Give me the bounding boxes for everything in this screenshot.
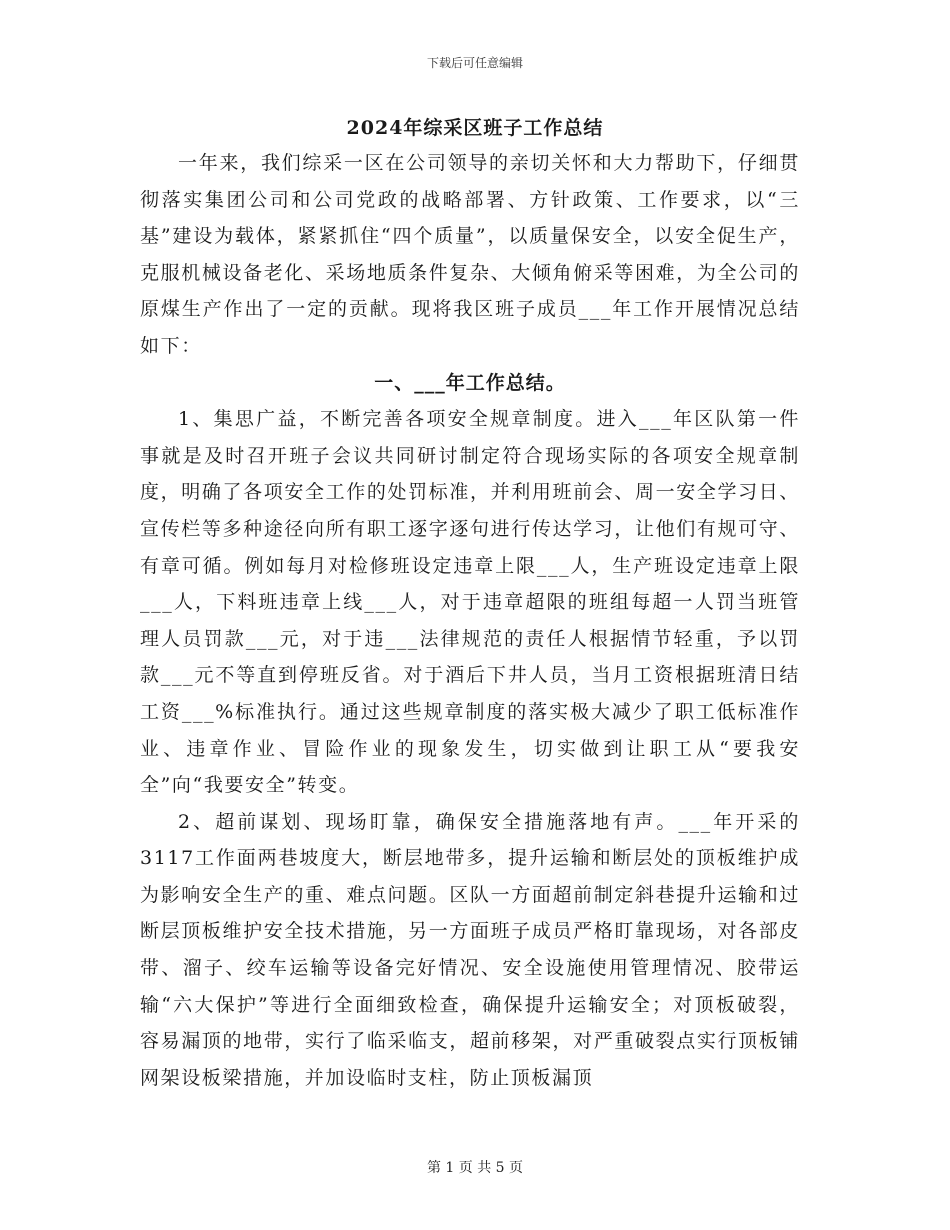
- page-number: 第 1 页 共 5 页: [426, 1160, 524, 1176]
- download-edit-note: 下载后可任意编辑: [426, 56, 523, 70]
- document-body: [140, 145, 800, 1096]
- document-title: 2024年综采区班子工作总结: [346, 117, 604, 139]
- paragraph-safety-rules: 1、集思广益，不断完善各项安全规章制度。进入___年区队第一件事就是及时召开班子会议共同研讨制定符合现场实际的各项安全规章制度，明确了各项安全工作的处罚标准，并利用班前会、周一安全学习日、宣传栏等多种途径向所有职工逐字逐句进行传达学习，让他们有规可守、有章可循。例如每月对检修班设定违章上限___人，生产班设定违章上限___人，下料班违章上线___人，对于违章超限的班组每超一人罚当班管理人员罚款___元，对于违___法律规范的责任人根据情节轻重，予以罚款___元不等直到停班反省。对于酒后下井人员，当月工资根据班清日结工资___%标准执行。通过这些规章制度的落实极大减少了职工低标准作业、违章作业、冒险作业的现象发生，切实做到让职工从“要我安全”向“我要安全”转变。: [140, 408, 800, 797]
- section-heading: 一、___年工作总结。: [374, 371, 566, 394]
- intro-paragraph: 一年来，我们综采一区在公司领导的亲切关怀和大力帮助下，仔细贯彻落实集团公司和公司党政的战略部署、方针政策、工作要求，以“三基”建设为载体，紧紧抓住“四个质量”，以质量保安全，以安全促生产，克服机械设备老化、采场地质条件复杂、大倾角俯采等困难，为全公司的原煤生产作出了一定的贡献。现将我区班子成员___年工作开展情况总结如下：: [140, 152, 800, 357]
- paragraph-safety-measures: 2、超前谋划、现场盯靠，确保安全措施落地有声。___年开采的3117工作面两巷坡度大，断层地带多，提升运输和断层处的顶板维护成为影响安全生产的重、难点问题。区队一方面超前制定斜巷提升运输和过断层顶板维护安全技术措施，另一方面班子成员严格盯靠现场，对各部皮带、溜子、绞车运输等设备完好情况、安全设施使用管理情况、胶带运输“六大保护”等进行全面细致检查，确保提升运输安全；对顶板破裂，容易漏顶的地带，实行了临采临支，超前移架，对严重破裂点实行顶板铺网架设板梁措施，并加设临时支柱，防止顶板漏顶: [140, 810, 800, 1089]
